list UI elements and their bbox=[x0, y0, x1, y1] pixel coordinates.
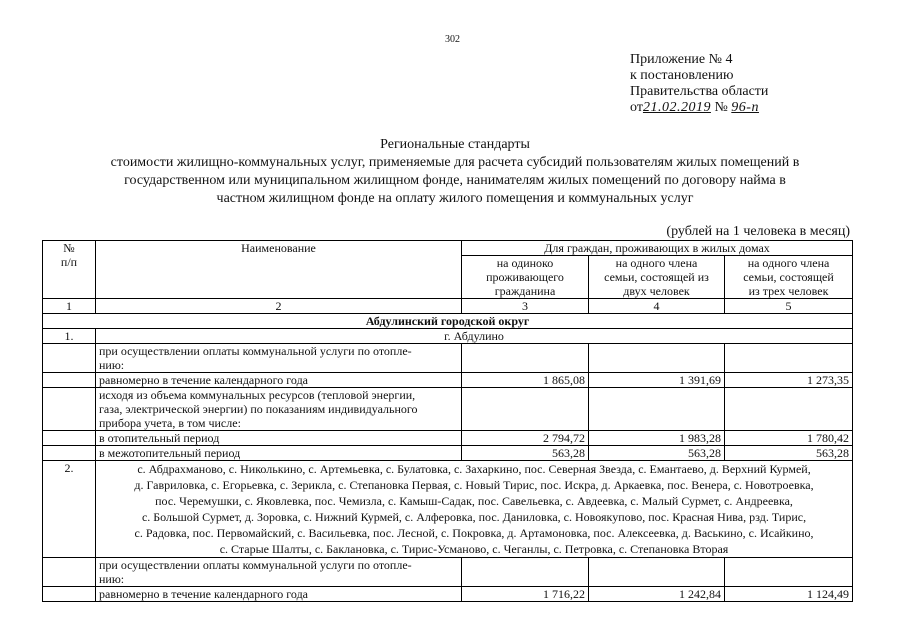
value-col-5: 1 780,42 bbox=[725, 431, 853, 446]
value-col-5 bbox=[725, 344, 853, 373]
value-col-5: 1 124,49 bbox=[725, 587, 853, 602]
header-col-5: на одного члена семьи, состоящей из трех человек bbox=[725, 256, 853, 299]
value-col-3: 2 794,72 bbox=[462, 431, 589, 446]
section-2-places bbox=[96, 461, 853, 558]
value-col-4: 1 242,84 bbox=[589, 587, 725, 602]
value-col-4 bbox=[589, 388, 725, 431]
places-line: с. Старые Шалты, с. Баклановка, с. Тирис-Усманово, с. Чеганлы, с. Петровка, с. Степановка Вторая bbox=[219, 542, 729, 556]
column-number: 1 bbox=[43, 299, 96, 314]
table-row bbox=[43, 587, 853, 602]
empty-cell bbox=[43, 558, 96, 587]
page-number: 302 bbox=[445, 34, 460, 45]
value-col-3 bbox=[462, 558, 589, 587]
table-row bbox=[43, 373, 853, 388]
annex-line-2: к постановлению bbox=[630, 68, 734, 83]
places-line: с. Абдрахманово, с. Николькино, с. Артемьевка, с. Булатовка, с. Захаркино, пос. Северная Звезда, с. Емантаево, д. Верхний Курмей, bbox=[137, 462, 811, 476]
column-number: 5 bbox=[725, 299, 853, 314]
value-col-5 bbox=[725, 388, 853, 431]
district-name: Абдулинский городской округ bbox=[43, 314, 853, 329]
title-line-3: государственном или муниципальном жилищном фонде, нанимателям жилых помещений по договору найма в bbox=[124, 173, 786, 188]
row-label: равномерно в течение календарного года bbox=[96, 587, 462, 602]
empty-cell bbox=[43, 388, 96, 431]
section-1-place: г. Абдулино bbox=[96, 329, 853, 344]
title-line-4: частном жилищном фонде на оплату жилого помещения и коммунальных услуг bbox=[216, 191, 694, 206]
empty-cell bbox=[43, 446, 96, 461]
table-row bbox=[43, 431, 853, 446]
header-name: Наименование bbox=[96, 241, 462, 299]
value-col-3: 563,28 bbox=[462, 446, 589, 461]
value-col-3: 1 716,22 bbox=[462, 587, 589, 602]
column-number-row bbox=[43, 299, 853, 314]
section-1-header bbox=[43, 329, 853, 344]
row-label: при осуществлении оплаты коммунальной услуги по отопле- нию: bbox=[96, 558, 462, 587]
subsidy-standards-table bbox=[42, 240, 853, 602]
column-number: 4 bbox=[589, 299, 725, 314]
value-col-4 bbox=[589, 344, 725, 373]
value-col-5: 1 273,35 bbox=[725, 373, 853, 388]
district-row bbox=[43, 314, 853, 329]
value-col-5: 563,28 bbox=[725, 446, 853, 461]
table-header-row-1 bbox=[43, 241, 853, 256]
value-col-3 bbox=[462, 388, 589, 431]
value-col-3 bbox=[462, 344, 589, 373]
header-num: № п/п bbox=[43, 241, 96, 299]
row-label: в межотопительный период bbox=[96, 446, 462, 461]
section-2-number: 2. bbox=[43, 461, 96, 558]
annex-line-3: Правительства области bbox=[630, 84, 769, 99]
annex-block bbox=[630, 52, 768, 116]
header-group: Для граждан, проживающих в жилых домах bbox=[462, 241, 853, 256]
number-prefix: № bbox=[714, 100, 728, 115]
empty-cell bbox=[43, 587, 96, 602]
row-label: равномерно в течение календарного года bbox=[96, 373, 462, 388]
row-label: в отопительный период bbox=[96, 431, 462, 446]
units-note: (рублей на 1 человека в месяц) bbox=[666, 224, 850, 239]
empty-cell bbox=[43, 344, 96, 373]
header-col-4: на одного члена семьи, состоящей из двух человек bbox=[589, 256, 725, 299]
section-2-header bbox=[43, 461, 853, 558]
annex-date-line bbox=[630, 100, 768, 116]
title-line-2: стоимости жилищно-коммунальных услуг, применяемые для расчета субсидий пользователям жилых помещений в bbox=[110, 155, 800, 170]
places-line: с. Большой Сурмет, д. Зоровка, с. Нижний Курмей, с. Алферовка, пос. Даниловка, с. Новоякупово, пос. Красная Нива, рзд. Тирис, bbox=[141, 510, 807, 524]
value-col-5 bbox=[725, 558, 853, 587]
column-number: 3 bbox=[462, 299, 589, 314]
column-number: 2 bbox=[96, 299, 462, 314]
table-row bbox=[43, 446, 853, 461]
date-prefix: от bbox=[630, 100, 643, 115]
header-col-3: на одиноко проживающего гражданина bbox=[462, 256, 589, 299]
row-label: исходя из объема коммунальных ресурсов (тепловой энергии, газа, электрической энергии) по показаниям индивидуального прибора учета, в том числе: bbox=[96, 388, 462, 431]
row-label: при осуществлении оплаты коммунальной услуги по отопле- нию: bbox=[96, 344, 462, 373]
annex-line-1: Приложение № 4 bbox=[630, 52, 733, 67]
empty-cell bbox=[43, 373, 96, 388]
value-col-4: 1 391,69 bbox=[589, 373, 725, 388]
section-1-number: 1. bbox=[43, 329, 96, 344]
places-line: пос. Черемушки, с. Яковлевка, пос. Чемизла, с. Камыш-Садак, пос. Савельевка, с. Авдеевка, с. Малый Сурмет, с. Андреевка, bbox=[155, 494, 793, 508]
handwritten-date: 21.02.2019 bbox=[642, 100, 711, 115]
value-col-4: 563,28 bbox=[589, 446, 725, 461]
value-col-3: 1 865,08 bbox=[462, 373, 589, 388]
value-col-4: 1 983,28 bbox=[589, 431, 725, 446]
handwritten-number: 96-п bbox=[731, 100, 759, 115]
document-title bbox=[60, 136, 850, 208]
empty-cell bbox=[43, 431, 96, 446]
places-line: д. Гавриловка, с. Егорьевка, с. Зерикла, с. Степановка Первая, с. Новый Тирис, пос. Искра, д. Аркаевка, пос. Венера, с. Новотроевка, bbox=[134, 478, 814, 492]
value-col-4 bbox=[589, 558, 725, 587]
table-row bbox=[43, 344, 853, 373]
table-row bbox=[43, 388, 853, 431]
places-line: с. Радовка, пос. Первомайский, с. Васильевка, пос. Лесной, с. Покровка, д. Артамоновка, пос. Алексеевка, д. Васькино, с. Исайкино, bbox=[134, 526, 814, 540]
table-row bbox=[43, 558, 853, 587]
title-line-1: Региональные стандарты bbox=[380, 137, 530, 152]
